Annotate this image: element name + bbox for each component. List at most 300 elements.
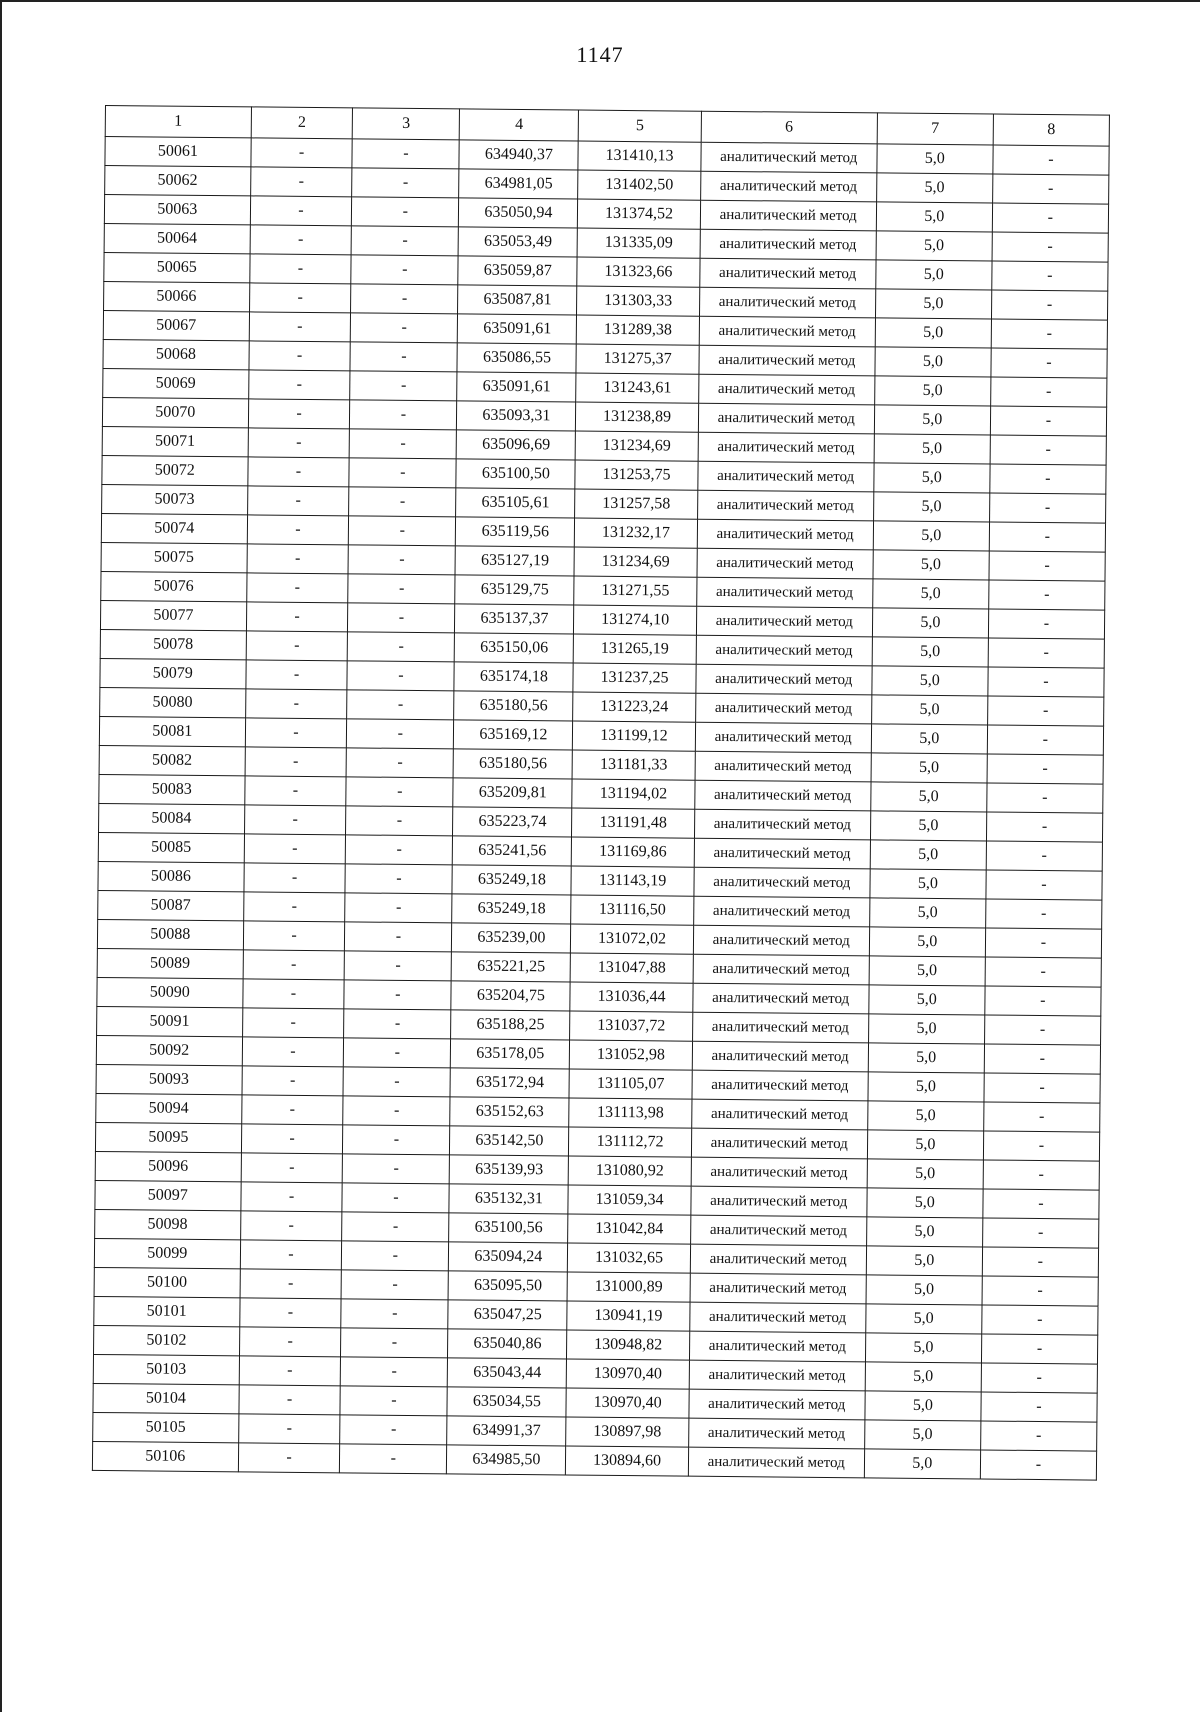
accuracy-cell: 5,0 bbox=[872, 637, 988, 667]
coordinate-x-cell: 635100,56 bbox=[449, 1213, 568, 1243]
coordinate-x-cell: 635188,25 bbox=[451, 1010, 570, 1040]
point-number-cell: 50068 bbox=[103, 339, 249, 369]
coordinate-x-cell: 635091,61 bbox=[458, 314, 577, 344]
col-8-value-cell: - bbox=[985, 957, 1101, 987]
col-2-value-cell: - bbox=[251, 138, 353, 168]
method-cell: аналитический метод bbox=[698, 403, 874, 434]
accuracy-cell: 5,0 bbox=[874, 405, 990, 435]
method-cell: аналитический метод bbox=[689, 1389, 865, 1420]
coordinate-y-cell: 131194,02 bbox=[572, 779, 694, 809]
col-3-value-cell: - bbox=[348, 574, 455, 604]
col-8-value-cell: - bbox=[988, 609, 1104, 639]
coordinate-y-cell: 131191,48 bbox=[572, 808, 694, 838]
point-number-cell: 50089 bbox=[97, 948, 243, 978]
point-number-cell: 50074 bbox=[101, 513, 247, 543]
accuracy-cell: 5,0 bbox=[867, 1130, 983, 1160]
accuracy-cell: 5,0 bbox=[873, 579, 989, 609]
col-3-value-cell: - bbox=[341, 1328, 448, 1358]
accuracy-cell: 5,0 bbox=[870, 840, 986, 870]
coordinates-table bbox=[92, 105, 1110, 1481]
accuracy-cell: 5,0 bbox=[875, 318, 991, 348]
coordinate-x-cell: 634940,37 bbox=[459, 140, 578, 170]
accuracy-cell: 5,0 bbox=[868, 1043, 984, 1073]
coordinate-x-cell: 635043,44 bbox=[448, 1358, 567, 1388]
point-number-cell: 50095 bbox=[95, 1122, 241, 1152]
coordinate-y-cell: 131112,72 bbox=[569, 1127, 691, 1157]
col-8-value-cell: - bbox=[986, 812, 1102, 842]
coordinate-x-cell: 635086,55 bbox=[457, 343, 576, 373]
coordinate-y-cell: 130970,40 bbox=[566, 1388, 688, 1418]
accuracy-cell: 5,0 bbox=[876, 260, 992, 290]
col-2-value-cell: - bbox=[247, 515, 349, 545]
accuracy-cell: 5,0 bbox=[866, 1275, 982, 1305]
point-number-cell: 50091 bbox=[97, 1006, 243, 1036]
accuracy-cell: 5,0 bbox=[872, 666, 988, 696]
coordinate-x-cell: 635040,86 bbox=[448, 1329, 567, 1359]
accuracy-cell: 5,0 bbox=[871, 753, 987, 783]
method-cell: аналитический метод bbox=[692, 1012, 868, 1043]
coordinate-x-cell: 635059,87 bbox=[458, 256, 577, 286]
col-3-value-cell: - bbox=[346, 835, 453, 865]
accuracy-cell: 5,0 bbox=[867, 1188, 983, 1218]
accuracy-cell: 5,0 bbox=[866, 1246, 982, 1276]
accuracy-cell: 5,0 bbox=[876, 173, 992, 203]
coordinate-y-cell: 131047,88 bbox=[571, 953, 693, 983]
method-cell: аналитический метод bbox=[691, 1128, 867, 1159]
col-8-value-cell: - bbox=[987, 783, 1103, 813]
col-8-value-cell: - bbox=[988, 638, 1104, 668]
method-cell: аналитический метод bbox=[692, 1070, 868, 1101]
col-8-value-cell: - bbox=[989, 551, 1105, 581]
method-cell: аналитический метод bbox=[701, 142, 877, 173]
coordinate-x-cell: 635129,75 bbox=[455, 575, 574, 605]
coordinate-x-cell: 635172,94 bbox=[450, 1068, 569, 1098]
coordinate-y-cell: 131410,13 bbox=[578, 141, 700, 171]
col-3-value-cell: - bbox=[346, 806, 453, 836]
col-3-value-cell: - bbox=[351, 284, 458, 314]
col-3-value-cell: - bbox=[346, 777, 453, 807]
point-number-cell: 50094 bbox=[96, 1093, 242, 1123]
coordinate-y-cell: 131335,09 bbox=[578, 228, 700, 258]
coordinate-x-cell: 634981,05 bbox=[459, 169, 578, 199]
col-3-value-cell: - bbox=[345, 951, 452, 981]
coordinate-x-cell: 634991,37 bbox=[447, 1416, 566, 1446]
method-cell: аналитический метод bbox=[690, 1215, 866, 1246]
point-number-cell: 50100 bbox=[94, 1267, 240, 1297]
col-8-value-cell: - bbox=[991, 377, 1107, 407]
col-8-value-cell: - bbox=[989, 522, 1105, 552]
method-cell: аналитический метод bbox=[693, 954, 869, 985]
column-header-7: 7 bbox=[877, 113, 993, 145]
method-cell: аналитический метод bbox=[697, 548, 873, 579]
method-cell: аналитический метод bbox=[691, 1157, 867, 1188]
coordinate-x-cell: 635127,19 bbox=[455, 546, 574, 576]
coordinate-y-cell: 130941,19 bbox=[567, 1301, 689, 1331]
col-3-value-cell: - bbox=[351, 226, 458, 256]
col-2-value-cell: - bbox=[239, 1356, 341, 1386]
col-8-value-cell: - bbox=[984, 1015, 1100, 1045]
point-number-cell: 50062 bbox=[105, 166, 251, 196]
col-2-value-cell: - bbox=[246, 573, 348, 603]
method-cell: аналитический метод bbox=[689, 1302, 865, 1333]
point-number-cell: 50083 bbox=[99, 774, 245, 804]
point-number-cell: 50097 bbox=[95, 1180, 241, 1210]
coordinate-y-cell: 131237,25 bbox=[573, 663, 695, 693]
col-2-value-cell: - bbox=[242, 1008, 344, 1038]
coordinate-y-cell: 131036,44 bbox=[570, 982, 692, 1012]
coordinate-x-cell: 635094,24 bbox=[449, 1242, 568, 1272]
col-8-value-cell: - bbox=[986, 870, 1102, 900]
coordinate-y-cell: 130948,82 bbox=[567, 1330, 689, 1360]
coordinate-x-cell: 635034,55 bbox=[447, 1387, 566, 1417]
coordinate-y-cell: 131271,55 bbox=[574, 576, 696, 606]
col-3-value-cell: - bbox=[348, 632, 455, 662]
coordinate-y-cell: 131238,89 bbox=[576, 402, 698, 432]
col-3-value-cell: - bbox=[341, 1299, 448, 1329]
col-3-value-cell: - bbox=[351, 313, 458, 343]
method-cell: аналитический метод bbox=[696, 606, 872, 637]
col-2-value-cell: - bbox=[243, 892, 345, 922]
point-number-cell: 50092 bbox=[96, 1035, 242, 1065]
point-number-cell: 50077 bbox=[100, 600, 246, 630]
col-2-value-cell: - bbox=[246, 602, 348, 632]
coordinate-y-cell: 131374,52 bbox=[578, 199, 700, 229]
accuracy-cell: 5,0 bbox=[875, 347, 991, 377]
coordinate-x-cell: 635137,37 bbox=[455, 604, 574, 634]
coordinate-x-cell: 635209,81 bbox=[453, 778, 572, 808]
col-2-value-cell: - bbox=[244, 805, 346, 835]
col-3-value-cell: - bbox=[350, 342, 457, 372]
coordinate-y-cell: 130897,98 bbox=[566, 1417, 688, 1447]
point-number-cell: 50080 bbox=[100, 687, 246, 717]
point-number-cell: 50098 bbox=[95, 1209, 241, 1239]
col-3-value-cell: - bbox=[349, 487, 456, 517]
col-2-value-cell: - bbox=[249, 283, 351, 313]
col-2-value-cell: - bbox=[242, 1037, 344, 1067]
method-cell: аналитический метод bbox=[691, 1186, 867, 1217]
method-cell: аналитический метод bbox=[699, 345, 875, 376]
method-cell: аналитический метод bbox=[699, 258, 875, 289]
col-2-value-cell: - bbox=[242, 1066, 344, 1096]
col-8-value-cell: - bbox=[991, 319, 1107, 349]
method-cell: аналитический метод bbox=[690, 1244, 866, 1275]
point-number-cell: 50088 bbox=[97, 919, 243, 949]
coordinate-y-cell: 130970,40 bbox=[567, 1359, 689, 1389]
point-number-cell: 50076 bbox=[101, 571, 247, 601]
page-number: 1147 bbox=[576, 42, 624, 67]
col-8-value-cell: - bbox=[983, 1160, 1099, 1190]
accuracy-cell: 5,0 bbox=[870, 811, 986, 841]
method-cell: аналитический метод bbox=[700, 200, 876, 231]
coordinate-y-cell: 131143,19 bbox=[571, 866, 693, 896]
col-2-value-cell: - bbox=[244, 863, 346, 893]
method-cell: аналитический метод bbox=[695, 751, 871, 782]
col-3-value-cell: - bbox=[342, 1212, 449, 1242]
coordinate-x-cell: 635221,25 bbox=[451, 952, 570, 982]
col-8-value-cell: - bbox=[981, 1363, 1097, 1393]
col-3-value-cell: - bbox=[343, 1125, 450, 1155]
method-cell: аналитический метод bbox=[697, 461, 873, 492]
coordinate-x-cell: 635150,06 bbox=[454, 633, 573, 663]
col-3-value-cell: - bbox=[350, 371, 457, 401]
method-cell: аналитический метод bbox=[695, 693, 871, 724]
point-number-cell: 50105 bbox=[93, 1412, 239, 1442]
point-number-cell: 50067 bbox=[103, 310, 249, 340]
col-3-value-cell: - bbox=[340, 1386, 447, 1416]
col-8-value-cell: - bbox=[991, 290, 1107, 320]
accuracy-cell: 5,0 bbox=[873, 550, 989, 580]
col-8-value-cell: - bbox=[985, 928, 1101, 958]
accuracy-cell: 5,0 bbox=[867, 1101, 983, 1131]
coordinate-x-cell: 635053,49 bbox=[458, 227, 577, 257]
col-2-value-cell: - bbox=[239, 1327, 341, 1357]
col-3-value-cell: - bbox=[352, 197, 459, 227]
point-number-cell: 50073 bbox=[102, 484, 248, 514]
col-3-value-cell: - bbox=[349, 516, 456, 546]
point-number-cell: 50069 bbox=[103, 368, 249, 398]
point-number-cell: 50093 bbox=[96, 1064, 242, 1094]
col-8-value-cell: - bbox=[992, 261, 1108, 291]
point-number-cell: 50102 bbox=[94, 1325, 240, 1355]
col-2-value-cell: - bbox=[249, 341, 351, 371]
accuracy-cell: 5,0 bbox=[866, 1304, 982, 1334]
col-2-value-cell: - bbox=[241, 1095, 343, 1125]
accuracy-cell: 5,0 bbox=[869, 927, 985, 957]
accuracy-cell: 5,0 bbox=[868, 1014, 984, 1044]
point-number-cell: 50064 bbox=[104, 223, 250, 253]
col-8-value-cell: - bbox=[981, 1392, 1097, 1422]
col-3-value-cell: - bbox=[346, 748, 453, 778]
coordinate-y-cell: 131234,69 bbox=[574, 547, 696, 577]
coordinate-x-cell: 635105,61 bbox=[456, 488, 575, 518]
point-number-cell: 50101 bbox=[94, 1296, 240, 1326]
col-8-value-cell: - bbox=[992, 203, 1108, 233]
coordinate-y-cell: 131289,38 bbox=[577, 315, 699, 345]
coordinate-x-cell: 635249,18 bbox=[452, 865, 571, 895]
accuracy-cell: 5,0 bbox=[864, 1420, 980, 1450]
col-8-value-cell: - bbox=[989, 493, 1105, 523]
point-number-cell: 50106 bbox=[92, 1441, 238, 1471]
col-3-value-cell: - bbox=[343, 1154, 450, 1184]
accuracy-cell: 5,0 bbox=[874, 434, 990, 464]
point-number-cell: 50103 bbox=[93, 1354, 239, 1384]
point-number-cell: 50104 bbox=[93, 1383, 239, 1413]
coordinate-y-cell: 131303,33 bbox=[577, 286, 699, 316]
col-2-value-cell: - bbox=[249, 254, 351, 284]
accuracy-cell: 5,0 bbox=[865, 1362, 981, 1392]
accuracy-cell: 5,0 bbox=[869, 985, 985, 1015]
coordinate-y-cell: 131253,75 bbox=[575, 460, 697, 490]
col-8-value-cell: - bbox=[989, 580, 1105, 610]
col-8-value-cell: - bbox=[990, 406, 1106, 436]
column-header-1: 1 bbox=[105, 106, 251, 138]
col-2-value-cell: - bbox=[241, 1124, 343, 1154]
col-2-value-cell: - bbox=[243, 921, 345, 951]
accuracy-cell: 5,0 bbox=[874, 463, 990, 493]
coordinate-x-cell: 635100,50 bbox=[456, 459, 575, 489]
col-3-value-cell: - bbox=[347, 690, 454, 720]
coordinate-y-cell: 131037,72 bbox=[570, 1011, 692, 1041]
method-cell: аналитический метод bbox=[690, 1273, 866, 1304]
point-number-cell: 50061 bbox=[105, 137, 251, 167]
coordinate-x-cell: 635096,69 bbox=[456, 430, 575, 460]
method-cell: аналитический метод bbox=[694, 780, 870, 811]
accuracy-cell: 5,0 bbox=[873, 521, 989, 551]
col-2-value-cell: - bbox=[250, 196, 352, 226]
accuracy-cell: 5,0 bbox=[864, 1449, 980, 1479]
col-8-value-cell: - bbox=[990, 435, 1106, 465]
col-8-value-cell: - bbox=[992, 232, 1108, 262]
col-3-value-cell: - bbox=[350, 429, 457, 459]
col-2-value-cell: - bbox=[246, 631, 348, 661]
col-2-value-cell: - bbox=[248, 399, 350, 429]
method-cell: аналитический метод bbox=[696, 635, 872, 666]
accuracy-cell: 5,0 bbox=[867, 1159, 983, 1189]
col-2-value-cell: - bbox=[239, 1385, 341, 1415]
col-3-value-cell: - bbox=[344, 1009, 451, 1039]
method-cell: аналитический метод bbox=[693, 896, 869, 927]
method-cell: аналитический метод bbox=[688, 1447, 864, 1478]
col-2-value-cell: - bbox=[242, 979, 344, 1009]
col-8-value-cell: - bbox=[984, 1044, 1100, 1074]
coordinate-x-cell: 635132,31 bbox=[449, 1184, 568, 1214]
col-8-value-cell: - bbox=[988, 667, 1104, 697]
column-header-2: 2 bbox=[251, 107, 353, 139]
col-8-value-cell: - bbox=[983, 1189, 1099, 1219]
point-number-cell: 50079 bbox=[100, 658, 246, 688]
col-2-value-cell: - bbox=[239, 1298, 341, 1328]
col-2-value-cell: - bbox=[241, 1153, 343, 1183]
point-number-cell: 50099 bbox=[94, 1238, 240, 1268]
col-2-value-cell: - bbox=[247, 544, 349, 574]
col-8-value-cell: - bbox=[980, 1450, 1096, 1480]
coordinate-x-cell: 635139,93 bbox=[449, 1155, 568, 1185]
coordinate-x-cell: 635204,75 bbox=[451, 981, 570, 1011]
method-cell: аналитический метод bbox=[693, 925, 869, 956]
col-3-value-cell: - bbox=[345, 864, 452, 894]
coordinate-y-cell: 131265,19 bbox=[574, 634, 696, 664]
point-number-cell: 50063 bbox=[104, 195, 250, 225]
coordinate-y-cell: 131052,98 bbox=[570, 1040, 692, 1070]
coordinate-x-cell: 635180,56 bbox=[453, 749, 572, 779]
method-cell: аналитический метод bbox=[694, 838, 870, 869]
point-number-cell: 50072 bbox=[102, 455, 248, 485]
col-2-value-cell: - bbox=[245, 718, 347, 748]
col-3-value-cell: - bbox=[344, 980, 451, 1010]
column-header-3: 3 bbox=[353, 108, 460, 140]
coordinate-x-cell: 635095,50 bbox=[448, 1271, 567, 1301]
col-2-value-cell: - bbox=[248, 370, 350, 400]
col-3-value-cell: - bbox=[347, 661, 454, 691]
col-8-value-cell: - bbox=[992, 174, 1108, 204]
table-body bbox=[92, 137, 1109, 1481]
col-3-value-cell: - bbox=[348, 545, 455, 575]
method-cell: аналитический метод bbox=[694, 867, 870, 898]
coordinate-y-cell: 131059,34 bbox=[568, 1185, 690, 1215]
col-3-value-cell: - bbox=[343, 1067, 450, 1097]
coordinate-y-cell: 131243,61 bbox=[576, 373, 698, 403]
col-3-value-cell: - bbox=[348, 603, 455, 633]
accuracy-cell: 5,0 bbox=[871, 782, 987, 812]
coordinate-y-cell: 131181,33 bbox=[573, 750, 695, 780]
col-2-value-cell: - bbox=[250, 167, 352, 197]
coordinate-x-cell: 635180,56 bbox=[454, 691, 573, 721]
point-number-cell: 50084 bbox=[99, 803, 245, 833]
col-8-value-cell: - bbox=[991, 348, 1107, 378]
col-2-value-cell: - bbox=[240, 1269, 342, 1299]
coordinate-y-cell: 131275,37 bbox=[576, 344, 698, 374]
coordinate-y-cell: 131274,10 bbox=[574, 605, 696, 635]
coordinate-y-cell: 131042,84 bbox=[568, 1214, 690, 1244]
coordinate-x-cell: 635093,31 bbox=[457, 401, 576, 431]
col-8-value-cell: - bbox=[982, 1276, 1098, 1306]
coordinate-x-cell: 635169,12 bbox=[454, 720, 573, 750]
coordinate-y-cell: 131032,65 bbox=[568, 1243, 690, 1273]
col-8-value-cell: - bbox=[984, 1102, 1100, 1132]
coordinate-y-cell: 131234,69 bbox=[576, 431, 698, 461]
col-2-value-cell: - bbox=[241, 1182, 343, 1212]
col-2-value-cell: - bbox=[244, 834, 346, 864]
method-cell: аналитический метод bbox=[689, 1360, 865, 1391]
method-cell: аналитический метод bbox=[697, 519, 873, 550]
col-8-value-cell: - bbox=[985, 986, 1101, 1016]
col-2-value-cell: - bbox=[249, 312, 351, 342]
point-number-cell: 50075 bbox=[101, 542, 247, 572]
col-3-value-cell: - bbox=[351, 255, 458, 285]
accuracy-cell: 5,0 bbox=[868, 1072, 984, 1102]
coordinate-y-cell: 131072,02 bbox=[571, 924, 693, 954]
col-2-value-cell: - bbox=[250, 225, 352, 255]
accuracy-cell: 5,0 bbox=[876, 202, 992, 232]
coordinate-x-cell: 635152,63 bbox=[450, 1097, 569, 1127]
col-3-value-cell: - bbox=[345, 922, 452, 952]
coordinate-x-cell: 635239,00 bbox=[452, 923, 571, 953]
coordinate-x-cell: 635050,94 bbox=[459, 198, 578, 228]
accuracy-cell: 5,0 bbox=[873, 492, 989, 522]
col-3-value-cell: - bbox=[350, 400, 457, 430]
col-2-value-cell: - bbox=[243, 950, 345, 980]
col-8-value-cell: - bbox=[990, 464, 1106, 494]
col-8-value-cell: - bbox=[984, 1073, 1100, 1103]
col-8-value-cell: - bbox=[993, 145, 1109, 175]
method-cell: аналитический метод bbox=[700, 229, 876, 260]
point-number-cell: 50096 bbox=[95, 1151, 241, 1181]
column-header-8: 8 bbox=[993, 114, 1109, 146]
method-cell: аналитический метод bbox=[699, 316, 875, 347]
col-2-value-cell: - bbox=[247, 457, 349, 487]
method-cell: аналитический метод bbox=[692, 983, 868, 1014]
point-number-cell: 50087 bbox=[98, 890, 244, 920]
col-2-value-cell: - bbox=[244, 776, 346, 806]
point-number-cell: 50071 bbox=[102, 426, 248, 456]
accuracy-cell: 5,0 bbox=[877, 144, 993, 174]
coordinate-y-cell: 131080,92 bbox=[569, 1156, 691, 1186]
col-3-value-cell: - bbox=[340, 1444, 447, 1474]
method-cell: аналитический метод bbox=[692, 1041, 868, 1072]
col-2-value-cell: - bbox=[238, 1443, 340, 1473]
coordinate-x-cell: 635091,61 bbox=[457, 372, 576, 402]
point-number-cell: 50078 bbox=[100, 629, 246, 659]
col-3-value-cell: - bbox=[343, 1096, 450, 1126]
coordinate-x-cell: 635178,05 bbox=[451, 1039, 570, 1069]
accuracy-cell: 5,0 bbox=[874, 376, 990, 406]
col-3-value-cell: - bbox=[340, 1415, 447, 1445]
accuracy-cell: 5,0 bbox=[869, 956, 985, 986]
coordinate-x-cell: 635223,74 bbox=[453, 807, 572, 837]
method-cell: аналитический метод bbox=[699, 287, 875, 318]
col-3-value-cell: - bbox=[344, 1038, 451, 1068]
method-cell: аналитический метод bbox=[694, 809, 870, 840]
